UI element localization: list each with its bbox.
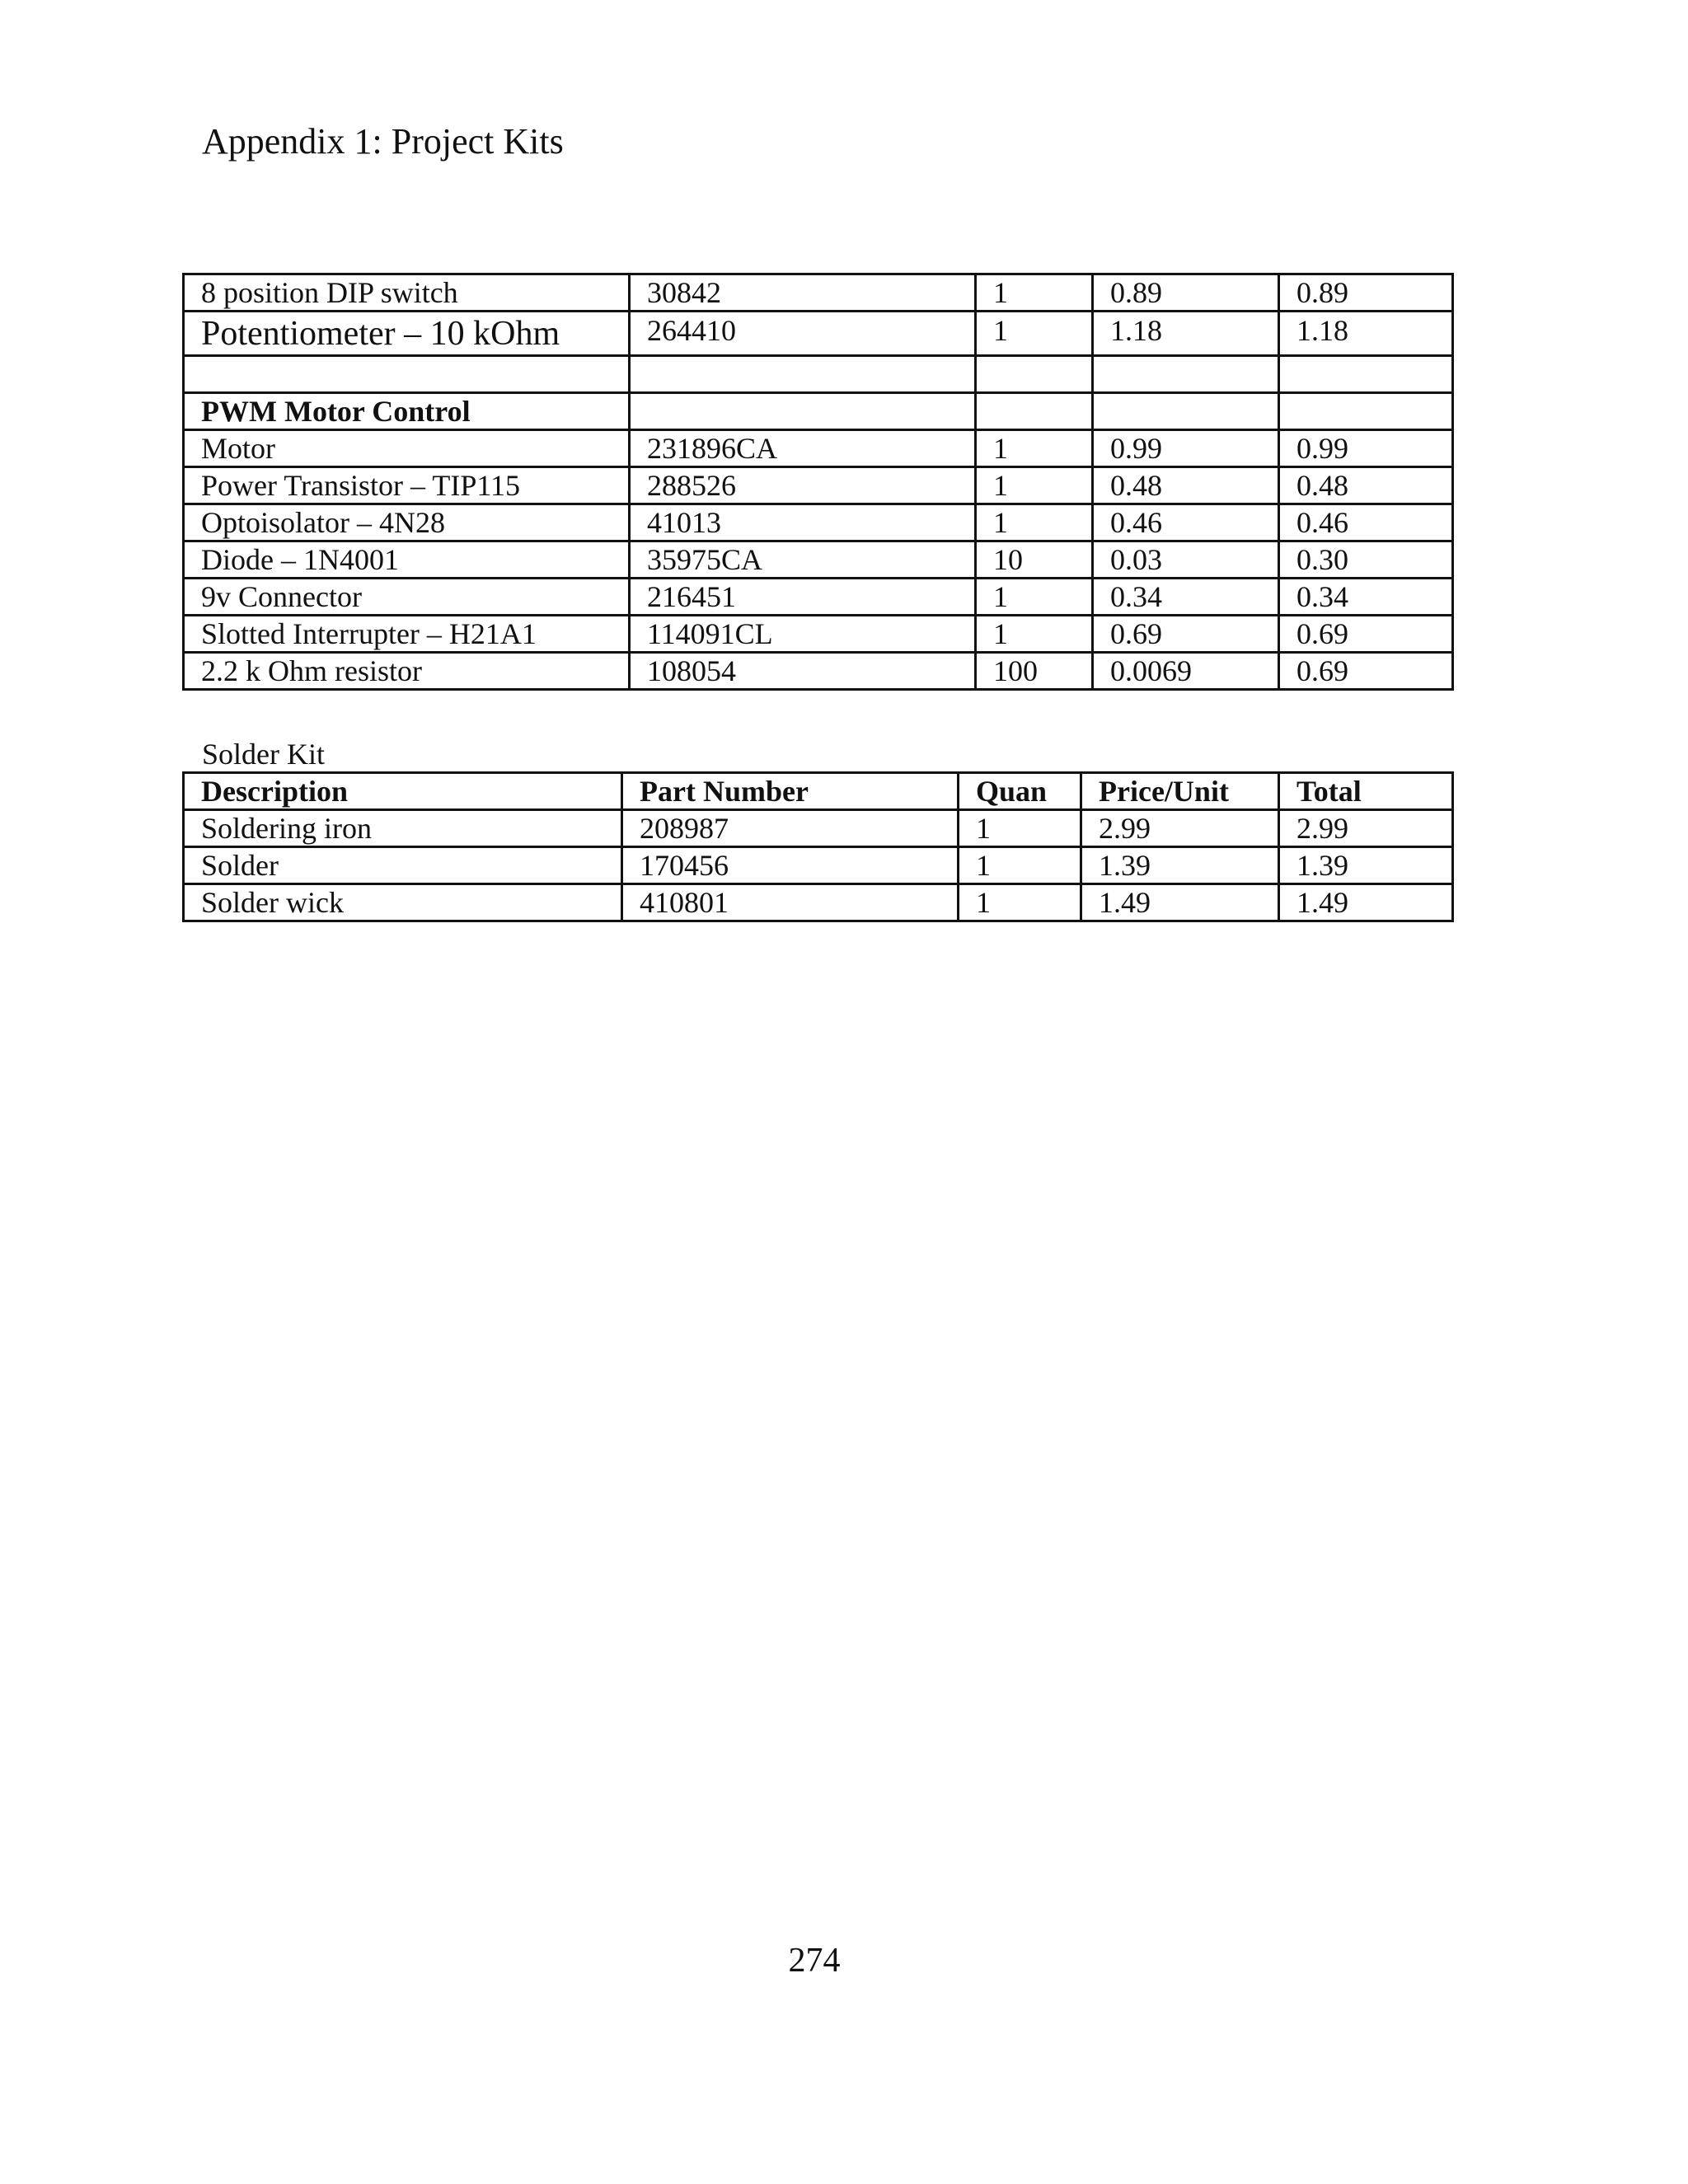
item-total xyxy=(1279,356,1453,393)
item-price-unit xyxy=(1093,356,1279,393)
item-description: Potentiometer – 10 kOhm xyxy=(184,312,630,356)
item-quantity: 1 xyxy=(976,467,1093,504)
item-part-number: 216451 xyxy=(630,579,976,616)
item-quantity: 1 xyxy=(959,810,1081,847)
table-row xyxy=(184,653,1453,690)
item-price-unit: 1.49 xyxy=(1081,884,1279,921)
item-description: Motor xyxy=(184,430,630,467)
column-header-total: Total xyxy=(1279,773,1453,810)
table-row xyxy=(184,810,1453,847)
item-price-unit: 0.99 xyxy=(1093,430,1279,467)
item-quantity: 1 xyxy=(976,430,1093,467)
item-price-unit: 1.18 xyxy=(1093,312,1279,356)
item-quantity: 1 xyxy=(959,884,1081,921)
item-total: 0.99 xyxy=(1279,430,1453,467)
item-part-number xyxy=(630,393,976,430)
item-quantity: 100 xyxy=(976,653,1093,690)
item-part-number: 264410 xyxy=(630,312,976,356)
item-quantity xyxy=(976,393,1093,430)
item-description: Diode – 1N4001 xyxy=(184,541,630,579)
column-header-price-unit: Price/Unit xyxy=(1081,773,1279,810)
table-row xyxy=(184,467,1453,504)
item-quantity: 1 xyxy=(976,616,1093,653)
item-part-number: 288526 xyxy=(630,467,976,504)
table-row xyxy=(184,884,1453,921)
item-price-unit: 0.48 xyxy=(1093,467,1279,504)
item-description: 8 position DIP switch xyxy=(184,274,630,312)
table-row xyxy=(184,356,1453,393)
solder-kit-table xyxy=(182,771,1454,922)
item-price-unit: 2.99 xyxy=(1081,810,1279,847)
item-total: 0.69 xyxy=(1279,653,1453,690)
item-part-number: 208987 xyxy=(622,810,959,847)
item-description: Soldering iron xyxy=(184,810,622,847)
item-total: 0.89 xyxy=(1279,274,1453,312)
item-total: 1.18 xyxy=(1279,312,1453,356)
table-row xyxy=(184,541,1453,579)
table-header-row xyxy=(184,773,1453,810)
item-price-unit xyxy=(1093,393,1279,430)
item-quantity: 1 xyxy=(976,579,1093,616)
item-total: 2.99 xyxy=(1279,810,1453,847)
item-price-unit: 0.89 xyxy=(1093,274,1279,312)
page-number: 274 xyxy=(788,1942,841,1980)
item-part-number: 35975CA xyxy=(630,541,976,579)
table-row xyxy=(184,579,1453,616)
section-heading: PWM Motor Control xyxy=(184,393,630,430)
item-description: Optoisolator – 4N28 xyxy=(184,504,630,541)
item-total: 0.69 xyxy=(1279,616,1453,653)
item-total: 1.39 xyxy=(1279,847,1453,884)
item-quantity xyxy=(976,356,1093,393)
item-total: 0.48 xyxy=(1279,467,1453,504)
section-header-row xyxy=(184,393,1453,430)
table-row xyxy=(184,504,1453,541)
column-header-description: Description xyxy=(184,773,622,810)
solder-kit-label: Solder Kit xyxy=(202,738,325,771)
item-quantity: 10 xyxy=(976,541,1093,579)
item-part-number: 108054 xyxy=(630,653,976,690)
item-description: Power Transistor – TIP115 xyxy=(184,467,630,504)
item-total: 0.30 xyxy=(1279,541,1453,579)
item-description: 2.2 k Ohm resistor xyxy=(184,653,630,690)
item-total: 0.34 xyxy=(1279,579,1453,616)
item-quantity: 1 xyxy=(976,274,1093,312)
table-row xyxy=(184,430,1453,467)
item-part-number xyxy=(630,356,976,393)
parts-table xyxy=(182,273,1454,691)
item-price-unit: 1.39 xyxy=(1081,847,1279,884)
item-price-unit: 0.34 xyxy=(1093,579,1279,616)
item-total: 1.49 xyxy=(1279,884,1453,921)
item-price-unit: 0.03 xyxy=(1093,541,1279,579)
table-row xyxy=(184,274,1453,312)
item-description: Slotted Interrupter – H21A1 xyxy=(184,616,630,653)
item-part-number: 410801 xyxy=(622,884,959,921)
page-title: Appendix 1: Project Kits xyxy=(202,121,564,162)
item-description: Solder wick xyxy=(184,884,622,921)
table-row xyxy=(184,312,1453,356)
table-row xyxy=(184,616,1453,653)
table-row xyxy=(184,847,1453,884)
item-total xyxy=(1279,393,1453,430)
item-quantity: 1 xyxy=(976,504,1093,541)
column-header-quantity: Quan xyxy=(959,773,1081,810)
item-description: 9v Connector xyxy=(184,579,630,616)
item-part-number: 231896CA xyxy=(630,430,976,467)
item-part-number: 41013 xyxy=(630,504,976,541)
item-price-unit: 0.46 xyxy=(1093,504,1279,541)
item-price-unit: 0.69 xyxy=(1093,616,1279,653)
item-part-number: 170456 xyxy=(622,847,959,884)
item-description xyxy=(184,356,630,393)
item-total: 0.46 xyxy=(1279,504,1453,541)
item-part-number: 30842 xyxy=(630,274,976,312)
item-quantity: 1 xyxy=(976,312,1093,356)
column-header-part-number: Part Number xyxy=(622,773,959,810)
item-description: Solder xyxy=(184,847,622,884)
item-price-unit: 0.0069 xyxy=(1093,653,1279,690)
item-part-number: 114091CL xyxy=(630,616,976,653)
item-quantity: 1 xyxy=(959,847,1081,884)
